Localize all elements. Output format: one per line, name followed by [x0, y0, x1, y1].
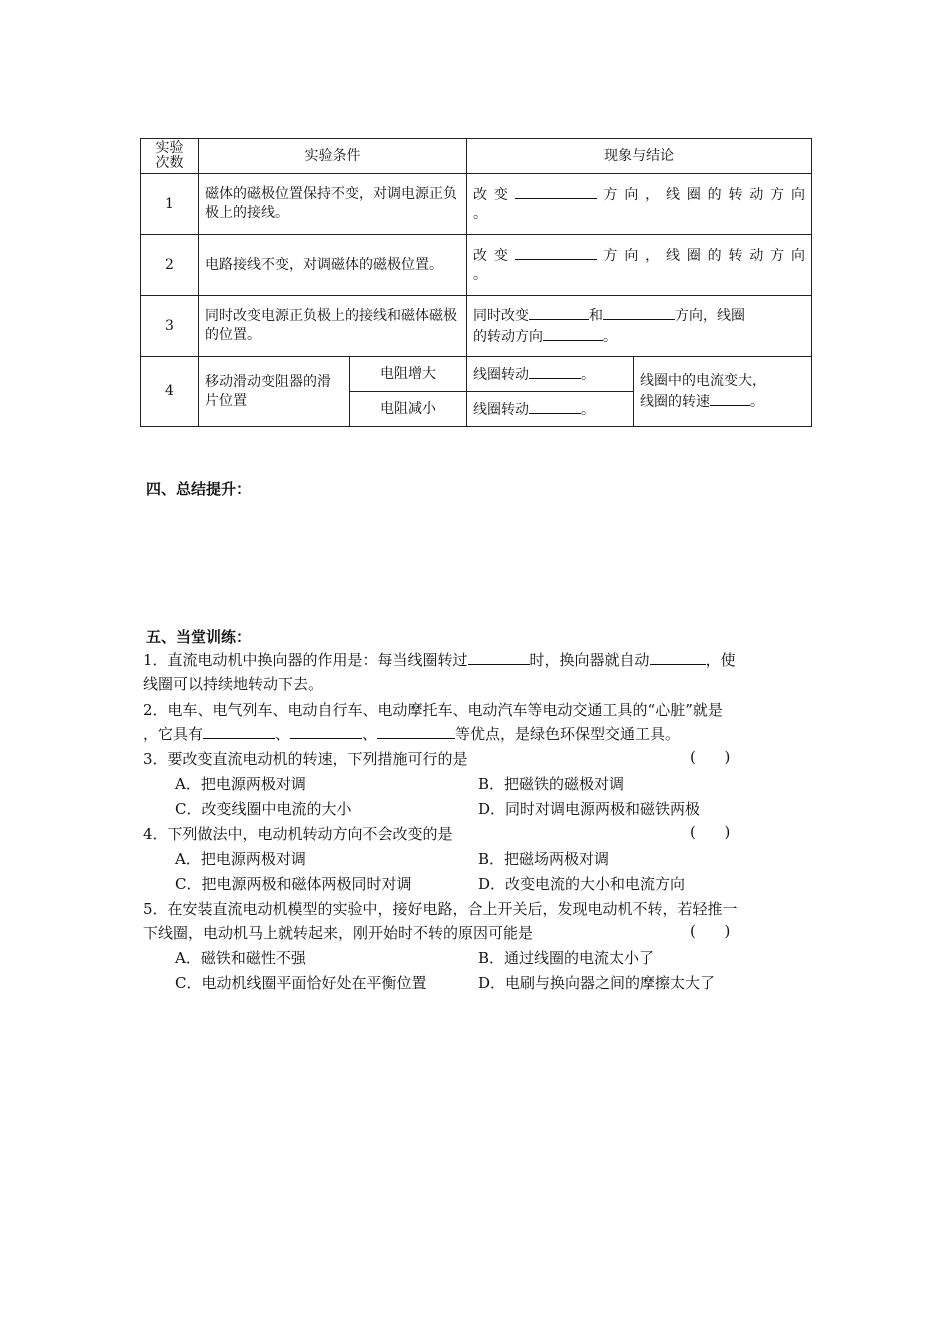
answer-parentheses[interactable]: ( ): [690, 823, 731, 841]
q3-option-c[interactable]: C．改变线圈中电流的大小: [175, 800, 352, 818]
sub-result: 线圈转动 。: [467, 357, 634, 392]
row-number: 3: [141, 296, 199, 357]
row-result: 同时改变 和 方向，线圈 的转动方向 。: [467, 296, 812, 357]
table-row: [141, 357, 812, 392]
answer-parentheses[interactable]: ( ): [690, 748, 731, 766]
experiment-table: [140, 138, 812, 427]
table-row: [141, 174, 812, 235]
fill-blank[interactable]: [377, 724, 455, 739]
answer-parentheses[interactable]: ( ): [690, 922, 731, 940]
fill-blank[interactable]: [529, 364, 581, 379]
question-1: 1．直流电动机中换向器的作用是：每当线圈转过 时，换向器就自动 ，使: [143, 651, 736, 669]
section5-title: 五、当堂训练：: [146, 628, 252, 646]
header-condition: 实验条件: [199, 139, 467, 174]
q5-option-d[interactable]: D．电刷与换向器之间的摩擦太大了: [478, 974, 716, 992]
q4-option-a[interactable]: A．把电源两极对调: [175, 850, 306, 868]
question-5-cont: 下线圈，电动机马上就转起来，刚开始时不转的原因可能是: [143, 924, 534, 942]
fill-blank[interactable]: [529, 399, 581, 414]
row-result: 改变 方向，线圈的转动方向 。: [467, 174, 812, 235]
section4-title: 四、总结提升：: [146, 480, 252, 498]
q3-option-a[interactable]: A．把电源两极对调: [175, 775, 306, 793]
question-5: 5．在安装直流电动机模型的实验中，接好电路，合上开关后，发现电动机不转，若轻推一: [143, 900, 738, 918]
fill-blank[interactable]: [515, 245, 597, 260]
table-row: [141, 235, 812, 296]
q4-option-b[interactable]: B．把磁场两极对调: [478, 850, 610, 868]
q4-option-d[interactable]: D．改变电流的大小和电流方向: [478, 875, 686, 893]
row-condition: 磁体的磁极位置保持不变，对调电源正负极上的接线。: [199, 174, 467, 235]
question-3: 3．要改变直流电动机的转速，下列措施可行的是: [143, 750, 468, 768]
fill-blank[interactable]: [650, 650, 706, 665]
fill-blank[interactable]: [710, 391, 750, 406]
fill-blank[interactable]: [290, 724, 362, 739]
fill-blank[interactable]: [515, 184, 597, 199]
q5-option-c[interactable]: C．电动机线圈平面恰好处在平衡位置: [175, 974, 427, 992]
question-1-cont: 线圈可以持续地转动下去。: [143, 675, 324, 693]
q3-option-b[interactable]: B．把磁铁的磁极对调: [478, 775, 625, 793]
table-header-row: [141, 139, 812, 174]
row4-conclusion: 线圈中的电流变大， 线圈的转速 。: [634, 357, 812, 427]
fill-blank[interactable]: [543, 326, 603, 341]
q3-option-d[interactable]: D．同时对调电源两极和磁铁两极: [478, 800, 701, 818]
row-condition: 电路接线不变，对调磁体的磁极位置。: [199, 235, 467, 296]
fill-blank[interactable]: [468, 650, 530, 665]
header-result: 现象与结论: [467, 139, 812, 174]
row-number: 4: [141, 357, 199, 427]
sub-result: 线圈转动 。: [467, 392, 634, 427]
question-4: 4．下列做法中，电动机转动方向不会改变的是: [143, 825, 453, 843]
q5-option-b[interactable]: B．通过线圈的电流太小了: [478, 949, 655, 967]
sub-condition-label: 电阻减小: [350, 392, 467, 427]
q5-option-a[interactable]: A．磁铁和磁性不强: [175, 949, 306, 967]
header-exp-number: 实验 次数: [141, 139, 199, 174]
row-number: 1: [141, 174, 199, 235]
sub-condition-label: 电阻增大: [350, 357, 467, 392]
row-condition: 移动滑动变阻器的滑片位置: [199, 357, 350, 427]
question-2-cont: ，它具有 、 、 等优点，是绿色环保型交通工具。: [143, 725, 681, 743]
fill-blank[interactable]: [603, 305, 675, 320]
table-row: [141, 296, 812, 357]
question-2: 2．电车、电气列车、电动自行车、电动摩托车、电动汽车等电动交通工具的“心脏”就是: [143, 701, 723, 719]
row-number: 2: [141, 235, 199, 296]
row-result: 改变 方向，线圈的转动方向 。: [467, 235, 812, 296]
fill-blank[interactable]: [203, 724, 275, 739]
row-condition: 同时改变电源正负极上的接线和磁体磁极的位置。: [199, 296, 467, 357]
q4-option-c[interactable]: C．把电源两极和磁体两极同时对调: [175, 875, 412, 893]
fill-blank[interactable]: [529, 305, 589, 320]
